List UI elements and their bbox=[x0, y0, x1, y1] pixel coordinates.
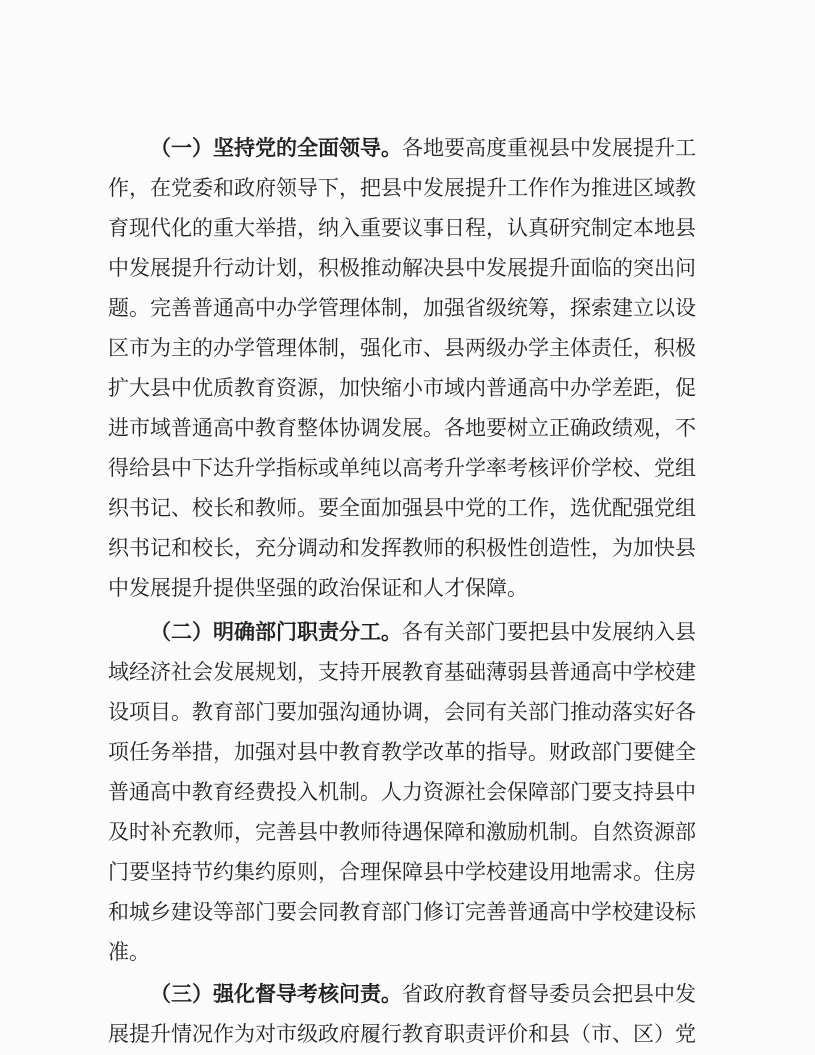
paragraph-2-line-2: 域经济社会发展规划，支持开展教育基础薄弱县普通高中学校建 bbox=[108, 660, 696, 684]
paragraph-1-line-5: 题。完善普通高中办学管理体制，加强省级统筹，探索建立以设 bbox=[108, 296, 696, 320]
paragraph-2-line-5: 普通高中教育经费投入机制。人力资源社会保障部门要支持县中 bbox=[108, 780, 696, 804]
paragraph-2-line-3: 设项目。教育部门要加强沟通协调，会同有关部门推动落实好各 bbox=[108, 700, 696, 724]
paragraph-1-line-7: 扩大县中优质教育资源，加快缩小市域内普通高中办学差距，促 bbox=[108, 376, 696, 400]
paragraph-1-line-2: 作，在党委和政府领导下，把县中发展提升工作作为推进区域教 bbox=[108, 176, 696, 200]
paragraph-2-line-6: 及时补充教师，完善县中教师待遇保障和激励机制。自然资源部 bbox=[108, 820, 696, 844]
paragraph-3-line-2: 展提升情况作为对市级政府履行教育职责评价和县（市、区）党 bbox=[108, 1022, 696, 1046]
paragraph-1-line-4: 中发展提升行动计划，积极推动解决县中发展提升面临的突出问 bbox=[108, 256, 696, 280]
paragraph-2-line-4: 项任务举措，加强对县中教育教学改革的指导。财政部门要健全 bbox=[108, 740, 696, 764]
paragraph-2-text: 各有关部门要把县中发展纳入县 bbox=[402, 620, 696, 644]
paragraph-1-line-11: 织书记和校长，充分调动和发挥教师的积极性创造性，为加快县 bbox=[108, 536, 696, 560]
paragraph-1-text: 各地要高度重视县中发展提升工 bbox=[402, 136, 696, 160]
paragraph-2-heading: （二）明确部门职责分工。 bbox=[150, 620, 402, 644]
paragraph-1-line-12: 中发展提升提供坚强的政治保证和人才保障。 bbox=[108, 576, 528, 600]
paragraph-1-line-3: 育现代化的重大举措，纳入重要议事日程，认真研究制定本地县 bbox=[108, 216, 696, 240]
paragraph-2-line-9: 准。 bbox=[108, 940, 150, 964]
paragraph-1-line-9: 得给县中下达升学指标或单纯以高考升学率考核评价学校、党组 bbox=[108, 456, 696, 480]
paragraph-1-line-10: 织书记、校长和教师。要全面加强县中党的工作，选优配强党组 bbox=[108, 496, 696, 520]
paragraph-2-line-8: 和城乡建设等部门要会同教育部门修订完善普通高中学校建设标 bbox=[108, 900, 696, 924]
paragraph-2-line-1 bbox=[150, 612, 698, 652]
paragraph-1-line-8: 进市域普通高中教育整体协调发展。各地要树立正确政绩观，不 bbox=[108, 416, 696, 440]
paragraph-3-line-1 bbox=[150, 974, 698, 1014]
paragraph-1-line-1 bbox=[150, 128, 698, 168]
paragraph-2-line-7: 门要坚持节约集约原则，合理保障县中学校建设用地需求。住房 bbox=[108, 860, 696, 884]
paragraph-3-heading: （三）强化督导考核问责。 bbox=[150, 982, 402, 1006]
paragraph-3-text: 省政府教育督导委员会把县中发 bbox=[402, 982, 696, 1006]
paragraph-1-line-6: 区市为主的办学管理体制，强化市、县两级办学主体责任，积极 bbox=[108, 336, 696, 360]
paragraph-1-heading: （一）坚持党的全面领导。 bbox=[150, 136, 402, 160]
